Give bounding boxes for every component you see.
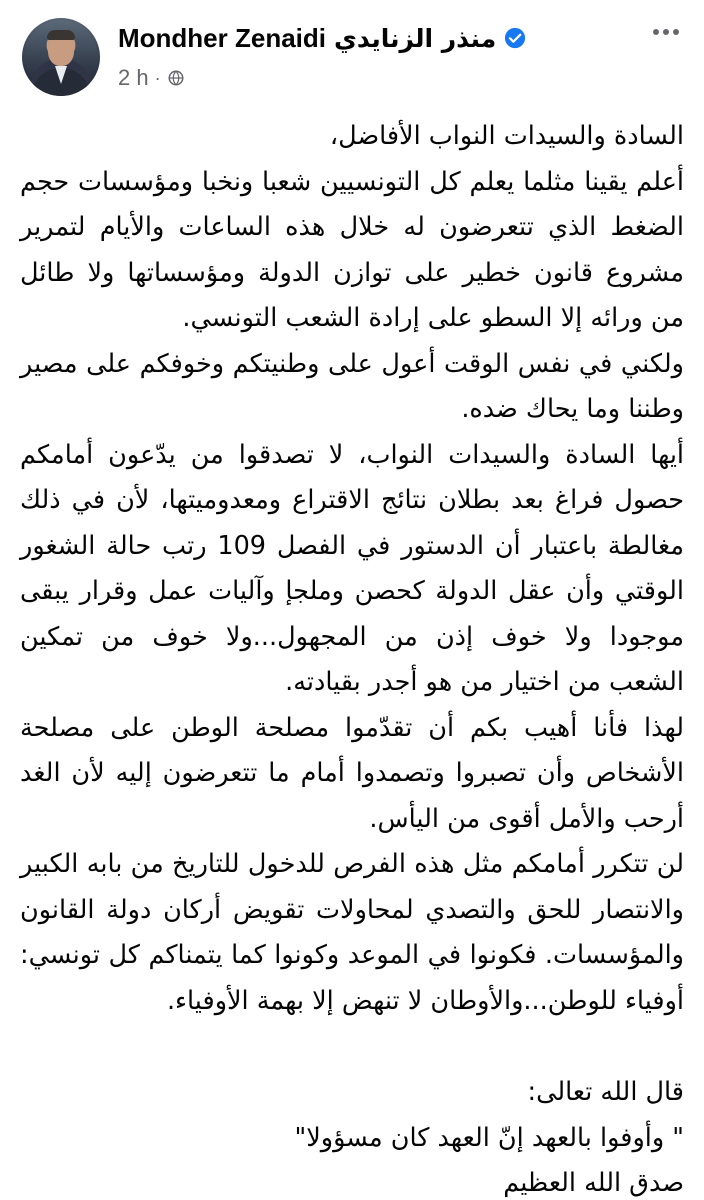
post-header	[0, 0, 704, 110]
post-paragraph: أعلم يقينا مثلما يعلم كل التونسيين شعبا ونخبا ومؤسسات حجم الضغط الذي تتعرضون له خلال هذه الساعات والأيام لتمرير مشروع قانون خطير على توازن الدولة ومؤسساتها ولا طائل من ورائه إلا السطو على إرادة الشعب التونسي.	[20, 166, 684, 333]
quote-title: قال الله تعالى:	[527, 1077, 684, 1107]
globe-icon[interactable]	[167, 69, 185, 87]
author-name-row[interactable]	[118, 22, 526, 54]
post-paragraph: لهذا فأنا أهيب بكم أن تقدّموا مصلحة الوطن على مصلحة الأشخاص وأن تصبروا وتصمدوا أمام ما تتعرضون إليه لأن الغد أرحب والأمل أقوى من اليأس.	[20, 712, 684, 834]
more-options-button[interactable]	[644, 14, 688, 50]
paragraph-gap	[20, 1024, 684, 1070]
more-dot-icon	[653, 29, 659, 35]
post-meta	[118, 66, 185, 90]
author-name-latin[interactable]: Mondher Zenaidi	[118, 22, 326, 53]
quote-line: " وأوفوا بالعهد إنّ العهد كان مسؤولا"	[294, 1122, 684, 1153]
author-avatar[interactable]	[22, 18, 100, 96]
quote-cut-line: صدق الله العظيم	[503, 1168, 684, 1198]
post-paragraph: أيها السادة والسيدات النواب، لا تصدقوا من يدّعون أمامكم حصول فراغ بعد بطلان نتائج الاقتراع ومعدوميتها، لأن في ذلك مغالطة باعتبار أن الدستور في الفصل 109 رتب حالة الشغور الوقتي وأن عقل الدولة كحصن وملجإ وآليات عمل وقرار يبقى موجودا ولا خوف إذن من المجهول...ولا خوف من تمكين الشعب من اختيار من هو أجدر بقيادته.	[20, 439, 684, 697]
more-dot-icon	[663, 29, 669, 35]
post-paragraph: لن تتكرر أمامكم مثل هذه الفرص للدخول للتاريخ من بابه الكبير والانتصار للحق والتصدي لمحاولات تقويض أركان دولة القانون والمؤسسات. فكونوا في الموعد وكونوا كما يتمناكم كل تونسي: أوفياء للوطن...والأوطان لا تنهض إلا بهمة الأوفياء.	[20, 849, 684, 1016]
avatar-hair	[47, 30, 75, 40]
meta-separator: ·	[154, 67, 161, 88]
post-paragraph: ولكني في نفس الوقت أعول على وطنيتكم وخوفكم على مصير وطننا وما يحاك ضده.	[20, 348, 684, 424]
verified-badge-icon	[504, 27, 526, 49]
more-dot-icon	[673, 29, 679, 35]
post-time[interactable]: 2 h	[118, 65, 149, 90]
post-body	[20, 114, 684, 1200]
post-paragraph: السادة والسيدات النواب الأفاضل،	[329, 121, 684, 151]
author-name-arabic[interactable]: منذر الزنايدي	[334, 23, 497, 53]
